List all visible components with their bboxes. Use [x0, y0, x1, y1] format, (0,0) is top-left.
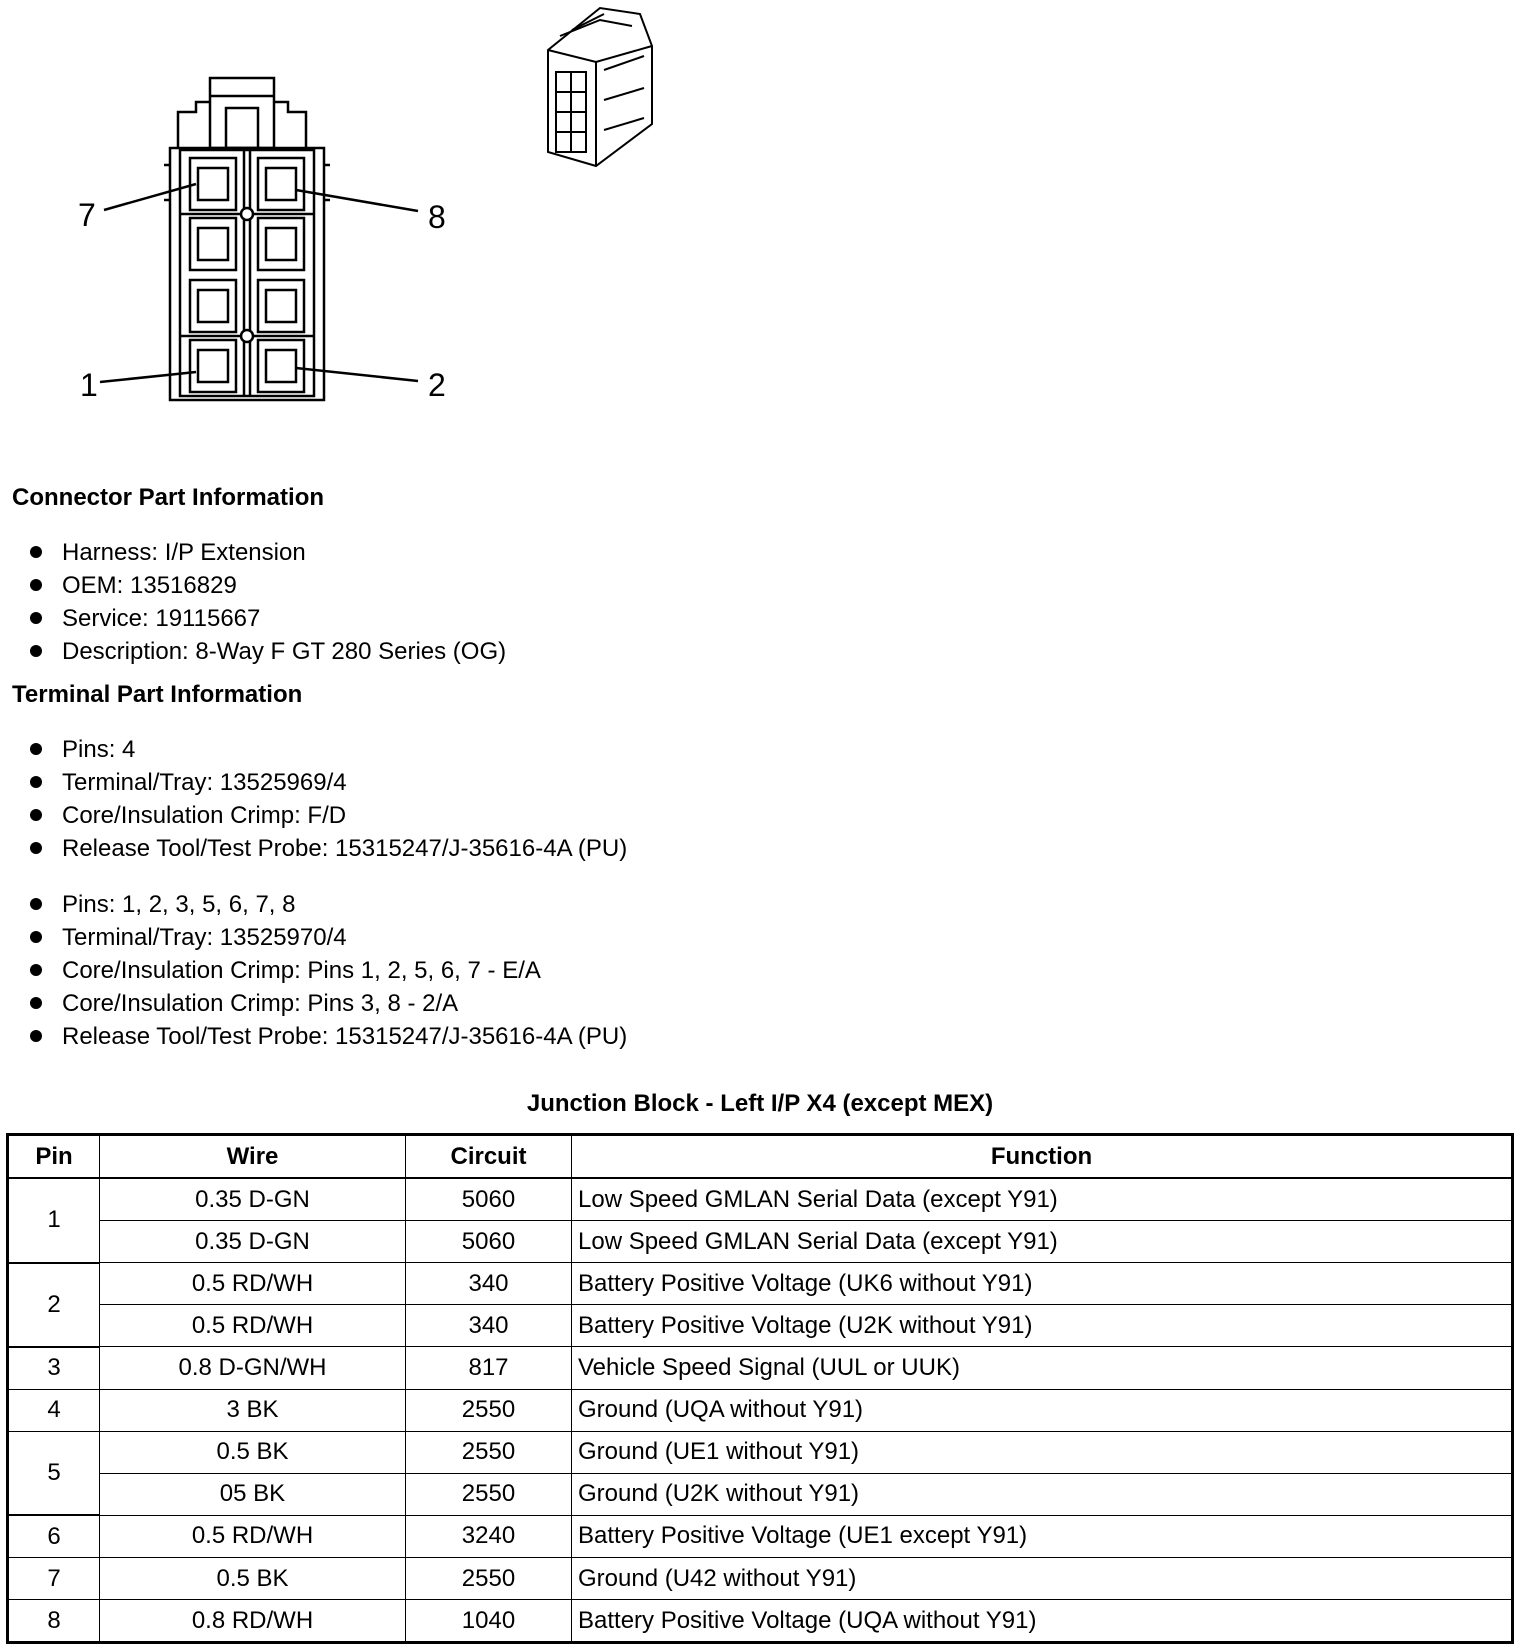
- table-row: [8, 1515, 1513, 1558]
- header-function: Function: [572, 1135, 1513, 1179]
- list-item: Description: 8-Way F GT 280 Series (OG): [26, 635, 506, 668]
- list-item: Release Tool/Test Probe: 15315247/J-35616-4A (PU): [26, 832, 627, 865]
- function-cell: Ground (U42 without Y91): [572, 1558, 1513, 1600]
- wire-cell: 05 BK: [100, 1473, 406, 1515]
- wire-cell: 0.8 D-GN/WH: [100, 1347, 406, 1390]
- terminal-info-list-2: [26, 888, 627, 1053]
- table-row: [8, 1178, 1513, 1221]
- list-item: Terminal/Tray: 13525969/4: [26, 766, 627, 799]
- wire-cell: 0.5 RD/WH: [100, 1305, 406, 1347]
- table-row: [8, 1305, 1513, 1347]
- list-item: Release Tool/Test Probe: 15315247/J-35616-4A (PU): [26, 1020, 627, 1053]
- header-wire: Wire: [100, 1135, 406, 1179]
- wire-cell: 0.5 BK: [100, 1558, 406, 1600]
- function-cell: Ground (UQA without Y91): [572, 1389, 1513, 1431]
- circuit-cell: 2550: [406, 1431, 572, 1473]
- table-row: [8, 1263, 1513, 1305]
- function-cell: Low Speed GMLAN Serial Data (except Y91): [572, 1178, 1513, 1221]
- wire-cell: 0.5 RD/WH: [100, 1515, 406, 1558]
- table-header-row: [8, 1135, 1513, 1179]
- terminal-info-list-1: [26, 733, 627, 865]
- table-row: [8, 1431, 1513, 1473]
- header-circuit: Circuit: [406, 1135, 572, 1179]
- pinout-table: [6, 1133, 1514, 1644]
- table-row: [8, 1389, 1513, 1431]
- function-cell: Ground (U2K without Y91): [572, 1473, 1513, 1515]
- terminal-info-heading: Terminal Part Information: [12, 681, 303, 708]
- wire-cell: 3 BK: [100, 1389, 406, 1431]
- list-item: Pins: 4: [26, 733, 627, 766]
- callout-7: 7: [78, 197, 96, 233]
- function-cell: Battery Positive Voltage (UQA without Y91): [572, 1600, 1513, 1643]
- list-item: Service: 19115667: [26, 602, 506, 635]
- list-item: Core/Insulation Crimp: Pins 1, 2, 5, 6, 7 - E/A: [26, 954, 627, 987]
- function-cell: Ground (UE1 without Y91): [572, 1431, 1513, 1473]
- list-item: Core/Insulation Crimp: F/D: [26, 799, 627, 832]
- wire-cell: 0.8 RD/WH: [100, 1600, 406, 1643]
- circuit-cell: 817: [406, 1347, 572, 1390]
- callout-2: 2: [428, 367, 446, 403]
- circuit-cell: 2550: [406, 1389, 572, 1431]
- connector-info-heading: Connector Part Information: [12, 484, 325, 511]
- circuit-cell: 340: [406, 1305, 572, 1347]
- wire-cell: 0.5 RD/WH: [100, 1263, 406, 1305]
- wire-cell: 0.35 D-GN: [100, 1178, 406, 1221]
- list-item: Pins: 1, 2, 3, 5, 6, 7, 8: [26, 888, 627, 921]
- connector-info-list: [26, 536, 506, 668]
- header-pin: Pin: [8, 1135, 100, 1179]
- circuit-cell: 2550: [406, 1473, 572, 1515]
- pin-cell: 8: [8, 1600, 100, 1643]
- pin-cell: 2: [8, 1263, 100, 1347]
- circuit-cell: 340: [406, 1263, 572, 1305]
- table-row: [8, 1600, 1513, 1643]
- function-cell: Battery Positive Voltage (UE1 except Y91): [572, 1515, 1513, 1558]
- pin-cell: 3: [8, 1347, 100, 1390]
- list-item: OEM: 13516829: [26, 569, 506, 602]
- pin-cell: 6: [8, 1515, 100, 1558]
- callout-8: 8: [428, 199, 446, 235]
- circuit-cell: 5060: [406, 1178, 572, 1221]
- pin-cell: 4: [8, 1389, 100, 1431]
- wire-cell: 0.35 D-GN: [100, 1221, 406, 1263]
- connector-diagram: [0, 0, 700, 440]
- circuit-cell: 3240: [406, 1515, 572, 1558]
- pin-cell: 1: [8, 1178, 100, 1263]
- list-item: Terminal/Tray: 13525970/4: [26, 921, 627, 954]
- circuit-cell: 1040: [406, 1600, 572, 1643]
- table-title: Junction Block - Left I/P X4 (except MEX): [526, 1090, 994, 1117]
- function-cell: Low Speed GMLAN Serial Data (except Y91): [572, 1221, 1513, 1263]
- table-row: [8, 1347, 1513, 1390]
- circuit-cell: 5060: [406, 1221, 572, 1263]
- table-row: [8, 1221, 1513, 1263]
- function-cell: Vehicle Speed Signal (UUL or UUK): [572, 1347, 1513, 1390]
- pin-cell: 7: [8, 1558, 100, 1600]
- function-cell: Battery Positive Voltage (UK6 without Y91): [572, 1263, 1513, 1305]
- pin-cell: 5: [8, 1431, 100, 1515]
- list-item: Harness: I/P Extension: [26, 536, 506, 569]
- circuit-cell: 2550: [406, 1558, 572, 1600]
- table-row: [8, 1473, 1513, 1515]
- table-row: [8, 1558, 1513, 1600]
- function-cell: Battery Positive Voltage (U2K without Y91): [572, 1305, 1513, 1347]
- list-item: Core/Insulation Crimp: Pins 3, 8 - 2/A: [26, 987, 627, 1020]
- callout-1: 1: [80, 367, 98, 403]
- wire-cell: 0.5 BK: [100, 1431, 406, 1473]
